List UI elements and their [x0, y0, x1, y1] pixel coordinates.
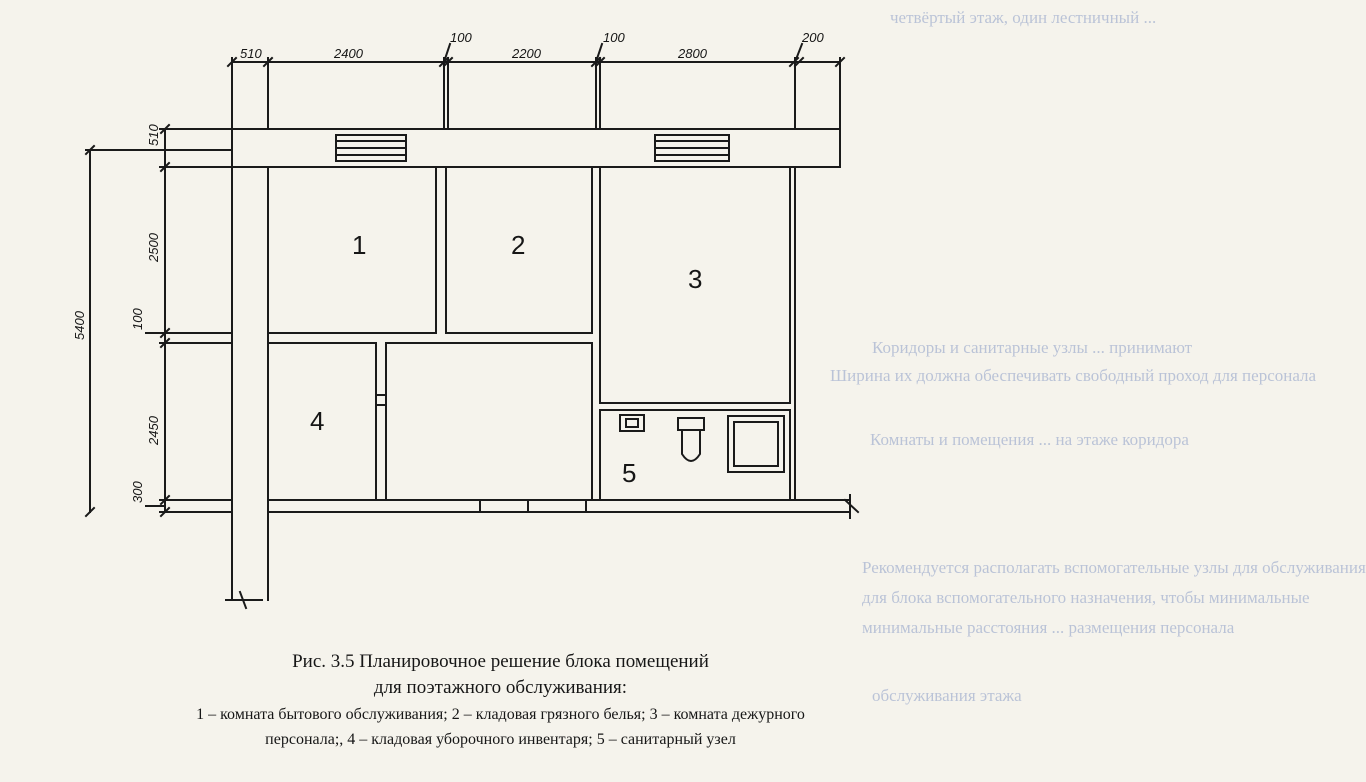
extension-lines-top — [232, 58, 840, 129]
room-number-1: 1 — [352, 230, 367, 260]
wall-tick — [480, 500, 586, 512]
bleed-text: Ширина их должна обеспечивать свободный проход для персонала — [830, 366, 1317, 385]
break-mark-right — [845, 495, 858, 518]
figure-caption-title: Рис. 3.5 Планировочное решение блока помещений — [292, 651, 709, 672]
room-number-5: 5 — [622, 458, 637, 488]
exterior-wall-bottom — [268, 167, 850, 512]
dim-top-100b: 100 — [603, 30, 625, 45]
break-mark-left — [160, 129, 232, 512]
shower-fixture — [728, 416, 784, 472]
dim-left-2450: 2450 — [146, 416, 161, 445]
room-number-3: 3 — [688, 264, 703, 294]
window-right — [655, 135, 729, 161]
figure-legend-line-1: 1 – комната бытового обслуживания; 2 – кладовая грязного белья; 3 – комната дежурного — [196, 706, 805, 723]
dim-top-200: 200 — [802, 30, 824, 45]
dim-top-510: 510 — [240, 46, 262, 61]
room-number-4: 4 — [310, 406, 325, 436]
bleed-text: Рекомендуется располагать вспомогательные узлы для обслуживания — [862, 558, 1366, 577]
dim-left-100: 100 — [130, 308, 145, 330]
figure-caption-subtitle: для поэтажного обслуживания: — [373, 677, 628, 698]
bleed-text: для блока вспомогательного назначения, чтобы минимальные — [862, 588, 1310, 607]
bleed-text: обслуживания этажа — [872, 686, 1022, 705]
bleed-text: Коридоры и санитарные узлы ... принимают — [872, 338, 1193, 357]
room-number-2: 2 — [511, 230, 526, 260]
dim-top-2800: 2800 — [678, 46, 707, 61]
toilet-fixture — [678, 418, 704, 461]
service-door-gap — [376, 395, 386, 405]
service-area — [386, 343, 592, 500]
sink-fixture — [620, 415, 644, 431]
dim-left-total-5400: 5400 — [72, 311, 87, 340]
bleed-text: минимальные расстояния ... размещения персонала — [862, 618, 1235, 637]
dim-left-2500: 2500 — [146, 233, 161, 262]
exterior-wall-left — [232, 129, 268, 600]
window-left — [336, 135, 406, 161]
dim-top-2400: 2400 — [334, 46, 363, 61]
exterior-wall-top — [232, 129, 840, 167]
bleed-text: четвёртый этаж, один лестничный ... — [890, 8, 1157, 27]
dim-top-2200: 2200 — [512, 46, 541, 61]
bleed-text: Комнаты и помещения ... на этаже коридора — [870, 430, 1189, 449]
dim-top-100a: 100 — [450, 30, 472, 45]
dim-left-510: 510 — [146, 124, 161, 146]
dim-left-300: 300 — [130, 481, 145, 503]
figure-legend-line-2: персонала;, 4 – кладовая уборочного инвентаря; 5 – санитарный узел — [265, 731, 736, 748]
dimension-ticks-left — [86, 125, 169, 516]
